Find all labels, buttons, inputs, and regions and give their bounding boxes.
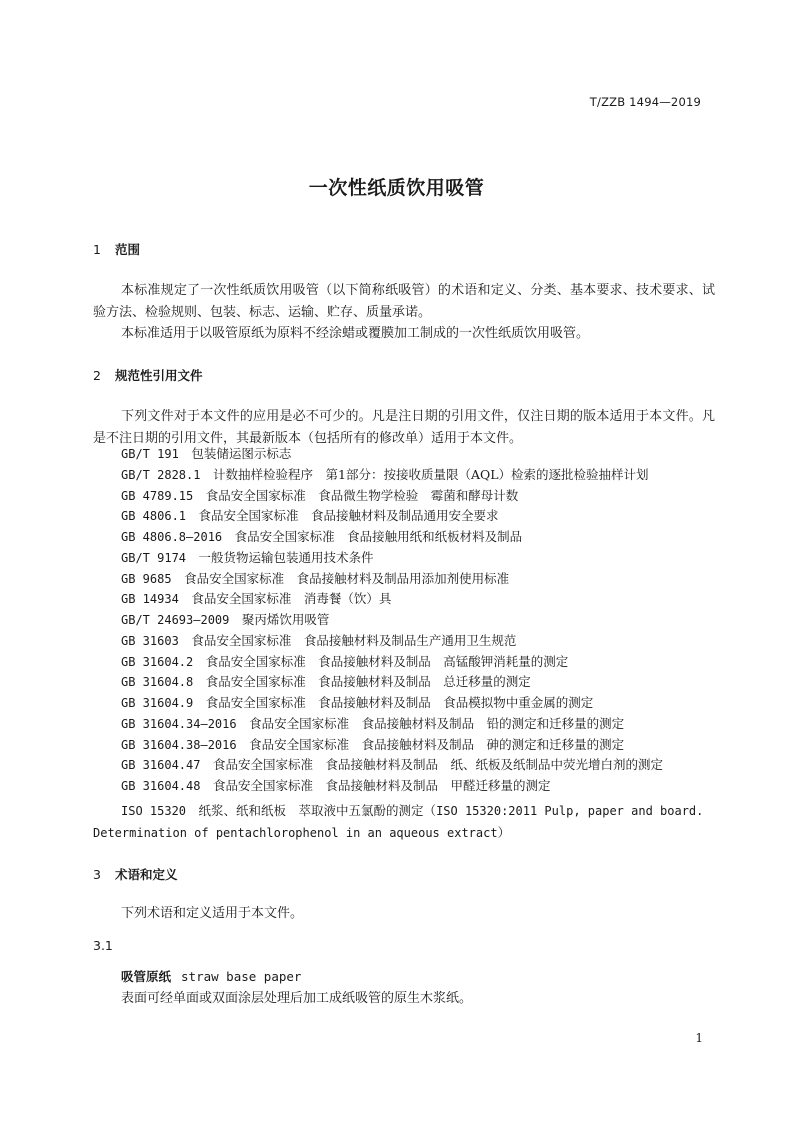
page-number: 1 bbox=[695, 1031, 703, 1045]
reference-code: GB 31604.38—2016 bbox=[121, 737, 237, 752]
reference-item bbox=[121, 714, 663, 735]
reference-code: GB/T 191 bbox=[121, 447, 179, 461]
reference-code: GB 14934 bbox=[121, 592, 179, 607]
reference-title: 食品安全国家标准 消毒餐（饮）具 bbox=[191, 591, 392, 607]
reference-item bbox=[121, 465, 663, 486]
document-code: T/ZZB 1494—2019 bbox=[589, 95, 701, 109]
reference-title: 食品安全国家标准 食品接触材料及制品通用安全要求 bbox=[198, 508, 499, 524]
section-1-heading bbox=[93, 240, 140, 258]
reference-item-iso bbox=[93, 800, 715, 844]
reference-code: GB 31604.47 bbox=[121, 758, 201, 773]
reference-title: 一般货物运输包装通用技术条件 bbox=[198, 549, 374, 565]
reference-item bbox=[121, 548, 663, 569]
reference-item bbox=[121, 693, 663, 714]
reference-item bbox=[121, 569, 663, 590]
section-number: 1 bbox=[93, 242, 101, 257]
term-definition: 表面可经单面或双面涂层处理后加工成纸吸管的原生木浆纸。 bbox=[121, 991, 473, 1006]
reference-item bbox=[121, 672, 663, 693]
section-3-heading bbox=[93, 865, 178, 883]
reference-code: GB 4806.8—2016 bbox=[121, 530, 223, 544]
reference-title: 食品安全国家标准 食品接触材料及制品 高锰酸钾消耗量的测定 bbox=[205, 653, 569, 669]
scope-paragraph-1: 本标准规定了一次性纸质饮用吸管（以下简称纸吸管）的术语和定义、分类、基本要求、技术要求、试验方法、检验规则、包装、标志、运输、贮存、质量承诺。 bbox=[93, 283, 715, 320]
term-chinese: 吸管原纸 bbox=[121, 969, 172, 984]
reference-code: GB/T 24693—2009 bbox=[121, 613, 230, 627]
reference-code: GB 31604.2 bbox=[121, 654, 194, 669]
reference-title: 纸浆、纸和纸板 萃取液中五氯酚的测定（ bbox=[198, 803, 437, 818]
reference-code: GB 31604.8 bbox=[121, 675, 194, 690]
term-number: 3.1 bbox=[93, 938, 113, 953]
reference-code: GB 31604.9 bbox=[121, 696, 194, 710]
section-number: 2 bbox=[93, 368, 101, 383]
reference-title: 食品安全国家标准 食品接触材料及制品 甲醛迁移量的测定 bbox=[213, 778, 551, 793]
reference-item bbox=[121, 652, 663, 673]
reference-item bbox=[121, 444, 663, 465]
reference-title: 计数抽样检验程序 第1部分：按接收质量限（AQL）检索的逐批检验抽样计划 bbox=[213, 466, 649, 482]
section-2-heading bbox=[93, 366, 203, 384]
reference-item bbox=[121, 755, 663, 776]
reference-code: GB 31603 bbox=[121, 633, 179, 648]
reference-code: GB/T 2828.1 bbox=[121, 467, 201, 482]
reference-item bbox=[121, 631, 663, 652]
references-intro: 下列文件对于本文件的应用是必不可少的。凡是注日期的引用文件，仅注日期的版本适用于本文件。凡是不注日期的引用文件，其最新版本（包括所有的修改单）适用于本文件。 bbox=[93, 409, 715, 446]
reference-item bbox=[121, 776, 663, 797]
reference-title: 食品安全国家标准 食品接触材料及制品生产通用卫生规范 bbox=[191, 632, 517, 648]
document-title: 一次性纸质饮用吸管 bbox=[308, 177, 485, 199]
reference-item bbox=[121, 589, 663, 610]
reference-list bbox=[121, 444, 663, 797]
reference-item bbox=[121, 527, 663, 548]
reference-item bbox=[121, 506, 663, 527]
reference-title: 食品安全国家标准 食品接触用纸和纸板材料及制品 bbox=[234, 529, 523, 544]
scope-paragraph-2: 本标准适用于以吸管原纸为原料不经涂蜡或覆膜加工制成的一次性纸质饮用吸管。 bbox=[121, 326, 590, 341]
reference-title: 食品安全国家标准 食品接触材料及制品 食品模拟物中重金属的测定 bbox=[205, 695, 594, 710]
reference-code: GB 4789.15 bbox=[121, 488, 194, 503]
reference-item bbox=[121, 610, 663, 631]
reference-title: 聚丙烯饮用吸管 bbox=[241, 612, 330, 627]
reference-code: GB 31604.48 bbox=[121, 779, 201, 793]
reference-title: 食品安全国家标准 食品接触材料及制品用添加剂使用标准 bbox=[184, 570, 510, 586]
reference-code: ISO 15320 bbox=[121, 804, 187, 818]
reference-code: GB 9685 bbox=[121, 571, 172, 586]
reference-title: 食品安全国家标准 食品微生物学检验 霉菌和酵母计数 bbox=[205, 487, 519, 503]
section-title: 范围 bbox=[115, 242, 141, 257]
reference-title: 包装储运图示标志 bbox=[191, 446, 292, 461]
reference-title: 食品安全国家标准 食品接触材料及制品 纸、纸板及纸制品中荧光增白剂的测定 bbox=[213, 757, 664, 773]
reference-code: GB 31604.34—2016 bbox=[121, 716, 237, 731]
section-number: 3 bbox=[93, 867, 101, 882]
reference-item bbox=[121, 486, 663, 507]
reference-english-title: ISO 15320:2011 Pulp, paper and board. Determination of pentachlorophenol in an aqueous extract bbox=[93, 804, 704, 840]
term-english: straw base paper bbox=[181, 969, 302, 984]
reference-title: 食品安全国家标准 食品接触材料及制品 总迁移量的测定 bbox=[205, 674, 531, 690]
reference-code: GB 4806.1 bbox=[121, 509, 187, 524]
reference-title: 食品安全国家标准 食品接触材料及制品 铅的测定和迁移量的测定 bbox=[249, 715, 625, 731]
section-title: 术语和定义 bbox=[115, 867, 178, 882]
reference-title: 食品安全国家标准 食品接触材料及制品 砷的测定和迁移量的测定 bbox=[249, 736, 625, 752]
reference-close-paren: ） bbox=[497, 825, 511, 840]
terms-intro: 下列术语和定义适用于本文件。 bbox=[121, 906, 304, 921]
reference-item bbox=[121, 735, 663, 756]
reference-code: GB/T 9174 bbox=[121, 550, 187, 565]
term-heading bbox=[121, 967, 301, 985]
section-title: 规范性引用文件 bbox=[115, 368, 203, 383]
